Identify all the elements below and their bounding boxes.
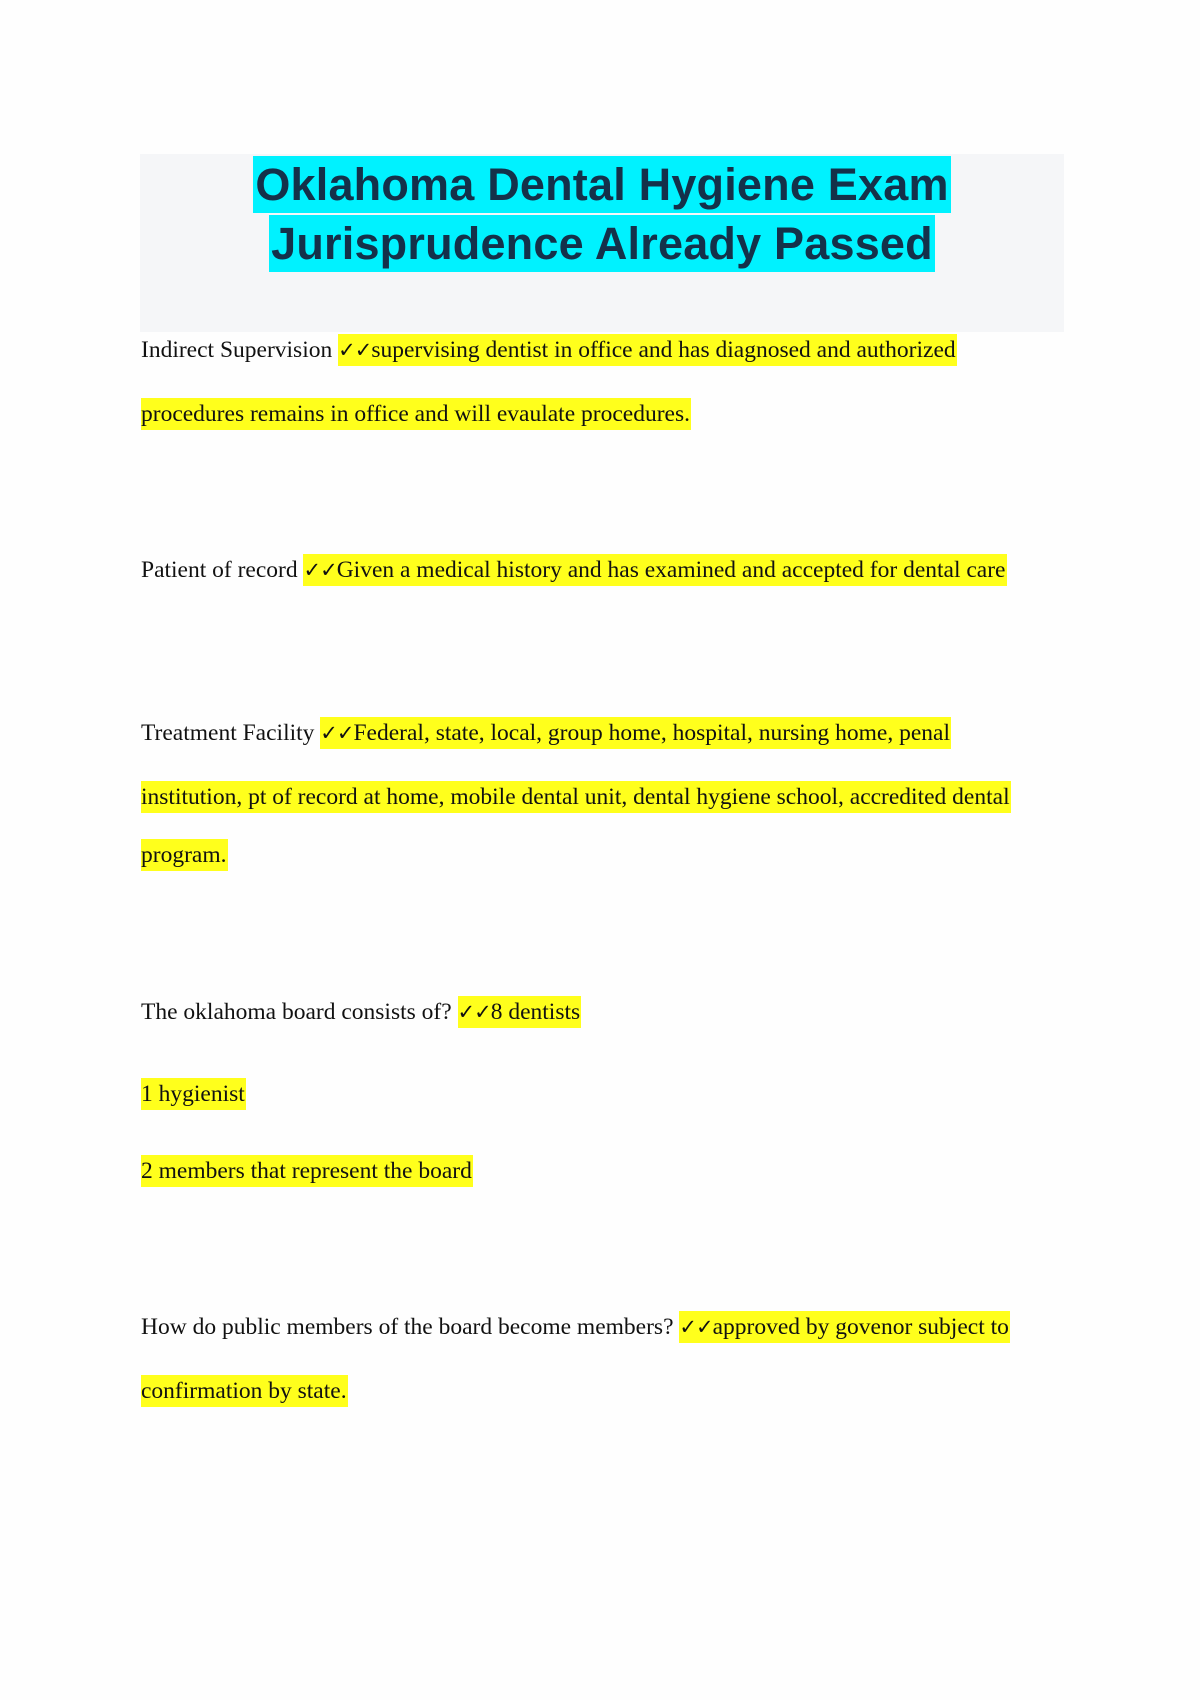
qa-entry-indirect-supervision [141, 337, 1041, 428]
entry-term: The oklahoma board consists of? [141, 999, 458, 1025]
double-check-icon: ✓✓ [338, 338, 372, 362]
entry-term: Indirect Supervision [141, 337, 339, 363]
double-check-icon: ✓✓ [679, 1315, 713, 1339]
entry-term: Treatment Facility [141, 720, 321, 746]
entry-term: Patient of record [141, 557, 304, 583]
qa-entry-patient-of-record [141, 557, 1041, 584]
entry-answer: program. [141, 839, 228, 871]
entry-answer: Federal, state, local, group home, hospital, nursing home, penal [353, 720, 950, 746]
entry-answer: supervising dentist in office and has diagnosed and authorized [371, 337, 956, 363]
entry-answer: approved by govenor subject to [712, 1314, 1009, 1340]
title-block [140, 154, 1064, 332]
entry-answer: 8 dentists [490, 999, 581, 1025]
entry-answer: procedures remains in office and will evaulate procedures. [141, 398, 691, 430]
entry-answer: 2 members that represent the board [141, 1155, 473, 1187]
document-title-line-1: Oklahoma Dental Hygiene Exam [253, 156, 950, 213]
double-check-icon: ✓✓ [457, 1000, 491, 1024]
qa-entry-public-members [141, 1314, 1041, 1405]
qa-entry-oklahoma-board [141, 999, 1041, 1185]
double-check-icon: ✓✓ [303, 558, 337, 582]
double-check-icon: ✓✓ [320, 721, 354, 745]
entry-answer: confirmation by state. [141, 1375, 348, 1407]
document-title-line-2: Jurisprudence Already Passed [269, 215, 935, 272]
qa-entry-treatment-facility [141, 720, 1041, 869]
entry-answer: Given a medical history and has examined and accepted for dental care [336, 557, 1006, 583]
entry-term: How do public members of the board become members? [141, 1314, 680, 1340]
entry-answer: 1 hygienist [141, 1078, 246, 1110]
entry-answer: institution, pt of record at home, mobile dental unit, dental hygiene school, accredited dental [141, 781, 1011, 813]
